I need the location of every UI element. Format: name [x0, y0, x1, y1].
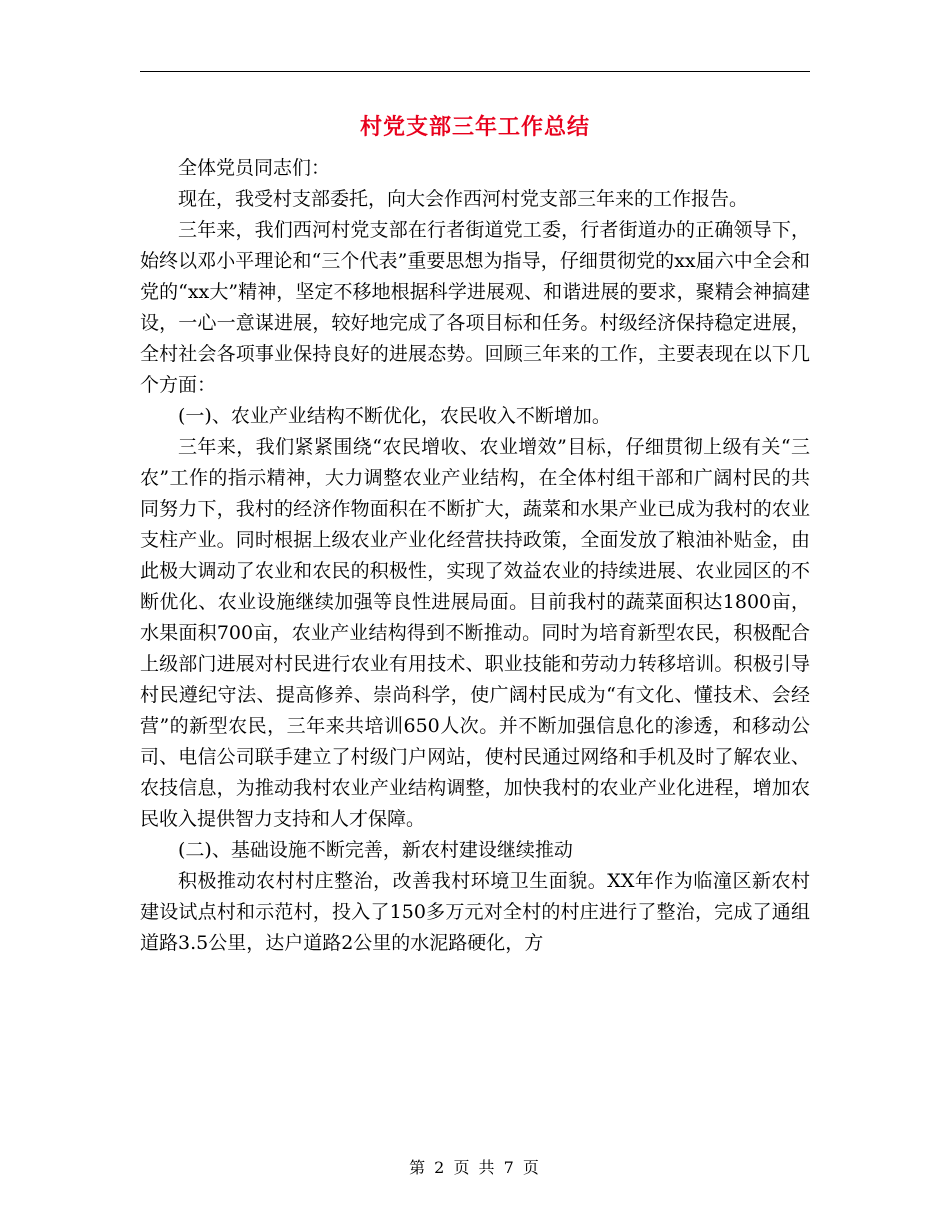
paragraph-salutation: 全体党员同志们： — [178, 157, 331, 179]
paragraph-infrastructure: 积极推动农村村庄整治，改善我村环境卫生面貌。XX年作为临潼区新农村建设试点村和示范村，投入了150多万元对全村的村庄进行了整治，完成了通组道路3.5公里，达户道路2公里的水泥路硬化，方 — [140, 870, 810, 954]
section-heading-1: (一)、农业产业结构不断优化，农民收入不断增加。 — [178, 405, 611, 427]
paragraph-intro: 现在，我受村支部委托，向大会作西河村党支部三年来的工作报告。 — [178, 188, 749, 210]
paragraph-overview: 三年来，我们西河村党支部在行者街道党工委，行者街道办的正确领导下，始终以邓小平理论和“三个代表”重要思想为指导，仔细贯彻党的xx届六中全会和党的“xx大”精神，坚定不移地根据科学进展观、和谐进展的要求，聚精会神搞建设，一心一意谋进展，较好地完成了各项目标和任务。村级经济保持稳定进展，全村社会各项事业保持良好的进展态势。回顾三年来的工作，主要表现在以下几个方面： — [140, 219, 810, 396]
document-title: 村党支部三年工作总结 — [359, 114, 590, 140]
document-body — [140, 153, 810, 959]
page-number: 第 2 页 共 7 页 — [409, 1158, 541, 1177]
section-heading-2: (二)、基础设施不断完善，新农村建设继续推动 — [178, 839, 573, 861]
header-rule — [140, 71, 810, 72]
paragraph-agriculture: 三年来，我们紧紧围绕“农民增收、农业增效”目标，仔细贯彻上级有关“三农”工作的指示精神，大力调整农业产业结构，在全体村组干部和广阔村民的共同努力下，我村的经济作物面积在不断扩大，蔬菜和水果产业已成为我村的农业支柱产业。同时根据上级农业产业化经营扶持政策，全面发放了粮油补贴金，由此极大调动了农业和农民的积极性，实现了效益农业的持续进展、农业园区的不断优化、农业设施继续加强等良性进展局面。目前我村的蔬菜面积达1800亩，水果面积700亩，农业产业结构得到不断推动。同时为培育新型农民，积极配合上级部门进展对村民进行农业有用技术、职业技能和劳动力转移培训。积极引导村民遵纪守法、提高修养、崇尚科学，使广阔村民成为“有文化、懂技术、会经营”的新型农民，三年来共培训650人次。并不断加强信息化的渗透，和移动公司、电信公司联手建立了村级门户网站，使村民通过网络和手机及时了解农业、农技信息，为推动我村农业产业结构调整，加快我村的农业产业化进程，增加农民收入提供智力支持和人才保障。 — [140, 436, 810, 830]
